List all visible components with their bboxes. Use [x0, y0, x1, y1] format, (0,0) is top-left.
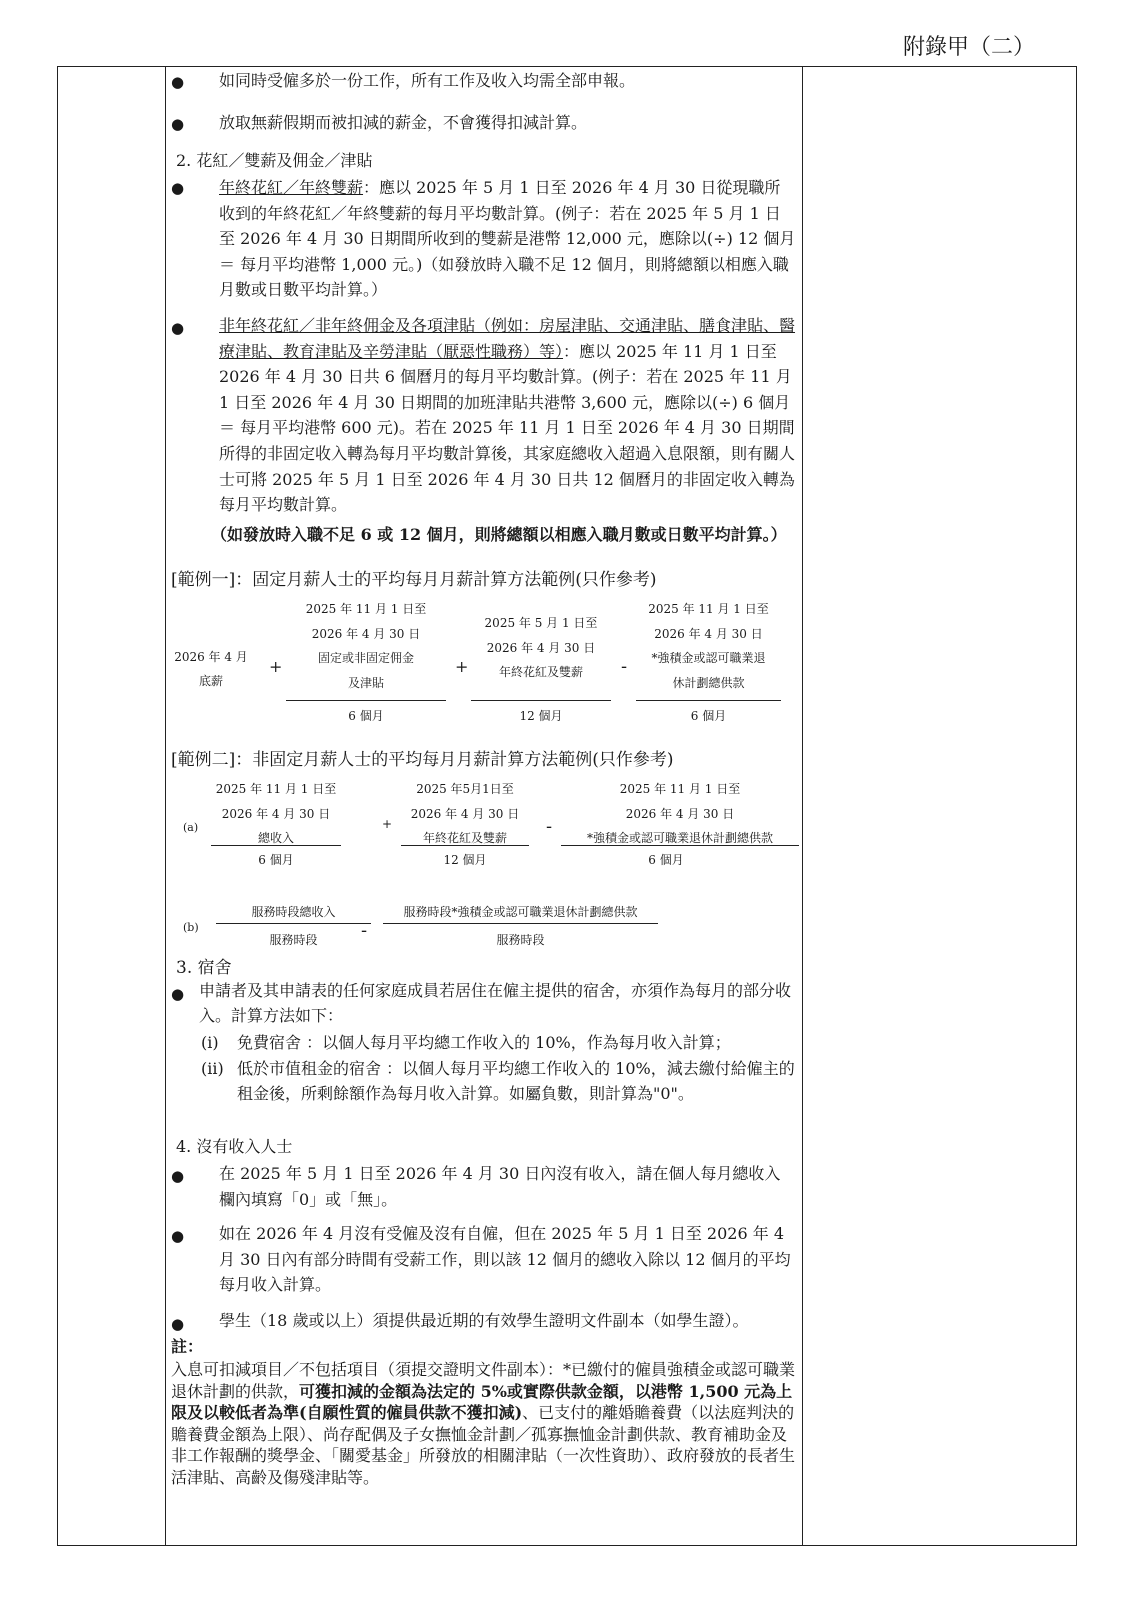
- example-1-title: [範例一]：固定月薪人士的平均每月月薪計算方法範例(只作參考): [171, 570, 657, 590]
- ex1-denominator-1: 6 個月: [348, 709, 384, 723]
- bullet-icon: ●: [171, 73, 185, 91]
- partial-employment-paragraph: 如在 2026 年 4 月沒有受僱及沒有自僱，但在 2025 年 5 月 1 日至 2026 年 4 月 30 日內有部分時間有受薪工作，則以該 12 個月的總收入除以 12 個月的平均每月收入計算。: [219, 1224, 791, 1295]
- dormitory-ii-label: (ii): [201, 1059, 224, 1078]
- ex1-t2-line: 2025 年 5 月 1 日至: [484, 616, 598, 630]
- column-divider-right: [802, 67, 803, 1545]
- ex1-t2-line: 年終花紅及雙薪: [498, 665, 583, 680]
- ex2-t2-line: 年終花紅及雙薪: [422, 831, 507, 846]
- note-title: 註：: [171, 1337, 204, 1356]
- ex1-t1-line: 及津貼: [347, 675, 384, 690]
- ex1-denominator-3: 6 個月: [690, 709, 727, 723]
- ex2-denominator-3: 6 個月: [648, 853, 684, 867]
- fraction-line: [401, 845, 529, 846]
- example-2-title: [範例二]：非固定月薪人士的平均每月月薪計算方法範例(只作參考): [171, 750, 674, 770]
- ex1-t1-line: 2025 年 11 月 1 日至: [305, 602, 427, 616]
- minus-sign: -: [546, 816, 553, 837]
- ex2-t3-line: *強積金或認可職業退休計劃總供款: [586, 831, 773, 846]
- note-paragraph: [171, 1359, 796, 1489]
- note-text-2: 、已支付的離婚贍養費（以法庭判決的贍養費金額為上限）、尚存配偶及子女撫恤金計劃／孤寡撫恤金計劃供款、教育補助金及非工作報酬的獎學金、「關愛基金」所發放的相關津貼（一次性資助）、政府發放的長者生活津貼、高齡及傷殘津貼等。: [171, 1403, 796, 1487]
- bullet-icon: ●: [171, 319, 185, 337]
- ex2-label-a: (a): [183, 821, 199, 834]
- ex2-t3-line: 2026 年 4 月 30 日: [625, 806, 735, 821]
- ex2-t1-line: 總收入: [257, 831, 294, 846]
- bullet-icon: ●: [171, 1315, 185, 1333]
- ex2-bonus-numerator: [401, 777, 529, 851]
- fraction-line: [471, 700, 611, 701]
- column-divider-left: [165, 67, 166, 1545]
- minus-sign: -: [361, 920, 368, 941]
- ex2-t3-line: 2025 年 11 月 1 日至: [619, 782, 741, 796]
- section-3-title: 3. 宿舍: [176, 958, 232, 978]
- student-proof-paragraph: 學生（18 歲或以上）須提供最近期的有效學生證明文件副本（如學生證）。: [219, 1311, 749, 1330]
- allowance-paragraph: [219, 313, 796, 518]
- note-text-1: 入息可扣減項目／不包括項目（須提交證明文件副本）：*已繳付的僱員強積金或認可職業退休計劃的供款，: [171, 1360, 796, 1401]
- allowance-text: ：應以 2025 年 11 月 1 日至 2026 年 4 月 30 日共 6 個曆月的每月平均數計算。(例子：若在 2025 年 11 月 1 日至 2026 年 4 月 30 日期間的加班津貼共港幣 3,600 元，應除以(÷) 6 個月 ＝ 每月平均港幣 600 元)。若在 2025 年 11 月 1 日至 2026 年 4 月 30 日期間所得的非固定收入轉為每月平均數計算後，其家庭總收入超過入息限額，則有關人士可將 2025 年 5 月 1 日至 2026 年 4 月 30 日共 12 個曆月的非固定收入轉為每月平均數計算。: [219, 341, 796, 515]
- year-end-bonus-text: ：應以 2025 年 5 月 1 日至 2026 年 4 月 30 日從現職所收到的年終花紅／年終雙薪的每月平均數計算。(例子：若在 2025 年 5 月 1 日至 2026 年 4 月 30 日期間所收到的雙薪是港幣 12,000 元，應除以(÷) 12 個月 ＝ 每月平均港幣 1,000 元。)（如發放時入職不足 12 個月，則將總額以相應入職月數或日數平均計算。）: [219, 178, 796, 300]
- fraction-line: [383, 923, 658, 924]
- ex1-t0-line: 底薪: [198, 674, 223, 688]
- ex1-mpf-numerator: [636, 597, 781, 695]
- section-4-title: 4. 沒有收入人士: [176, 1137, 293, 1156]
- bullet-icon: ●: [171, 985, 185, 1003]
- ex2-b-denominator-1: 服務時段: [269, 933, 318, 947]
- page-header: 附錄甲（二）: [902, 35, 1035, 60]
- section-2-title: 2. 花紅／雙薪及佣金／津貼: [176, 151, 373, 170]
- ex1-bonus-numerator: [471, 611, 611, 685]
- year-end-bonus-paragraph: [219, 175, 796, 303]
- ex2-income-numerator: [211, 777, 341, 851]
- minus-sign: -: [621, 656, 628, 677]
- ex2-t1-line: 2026 年 4 月 30 日: [221, 806, 331, 821]
- plus-sign: +: [455, 657, 469, 676]
- ex1-t0-line: 2026 年 4 月: [174, 650, 248, 664]
- allowance-heading: 非年終花紅／非年終佣金及各項津貼（例如：房屋津貼、交通津貼、膳食津貼、醫療津貼、教育津貼及辛勞津貼（厭惡性職務）等）: [219, 316, 796, 361]
- plus-sign: +: [382, 817, 393, 831]
- ex2-mpf-numerator: [561, 777, 799, 851]
- fraction-line: [561, 845, 799, 846]
- allowance-bold-note: （如發放時入職不足 6 或 12 個月，則將總額以相應入職月數或日數平均計算。）: [211, 525, 787, 544]
- ex1-commission-numerator: [286, 597, 446, 695]
- fraction-line: [286, 700, 446, 701]
- ex2-b-denominator-2: 服務時段: [496, 933, 545, 947]
- bullet-icon: ●: [171, 115, 185, 133]
- document-table: [57, 66, 1077, 1546]
- dormitory-i-label: (i): [201, 1033, 219, 1052]
- ex2-t2-line: 2025 年5月1日至: [416, 782, 514, 796]
- ex1-denominator-2: 12 個月: [519, 709, 563, 723]
- ex1-t3-line: *強積金或認可職業退: [651, 651, 766, 666]
- fraction-line: [211, 845, 341, 846]
- bullet-icon: ●: [171, 1227, 185, 1245]
- ex2-label-b: (b): [183, 921, 199, 934]
- ex1-t2-line: 2026 年 4 月 30 日: [486, 640, 596, 655]
- year-end-bonus-heading: 年終花紅／年終雙薪: [219, 178, 364, 197]
- unpaid-leave-note: 放取無薪假期而被扣減的薪金，不會獲得扣減計算。: [219, 113, 588, 132]
- ex1-t1-line: 固定或非固定佣金: [317, 651, 414, 666]
- ex2-b-numerator-1: 服務時段總收入: [251, 905, 336, 919]
- multiple-jobs-note: 如同時受僱多於一份工作，所有工作及收入均需全部申報。: [219, 71, 636, 90]
- ex1-t3-line: 2025 年 11 月 1 日至: [648, 602, 769, 616]
- ex1-t3-line: 休計劃總供款: [672, 675, 745, 690]
- ex2-t1-line: 2025 年 11 月 1 日至: [215, 782, 337, 796]
- dormitory-paragraph: 申請者及其申請表的任何家庭成員若居住在僱主提供的宿舍，亦須作為每月的部分收入。計算方法如下：: [199, 981, 792, 1025]
- ex1-basic-salary: [171, 645, 251, 693]
- fraction-line: [636, 700, 781, 701]
- ex2-denominator-1: 6 個月: [258, 853, 294, 867]
- note-bold-text: 可獲扣減的金額為法定的 5%或實際供款金額，以港幣 1,500 元為上限及以較低者為準(自願性質的僱員供款不獲扣減): [171, 1381, 793, 1423]
- bullet-icon: ●: [171, 1167, 185, 1185]
- bullet-icon: ●: [171, 179, 185, 197]
- plus-sign: +: [269, 657, 283, 676]
- dormitory-free-text: 免費宿舍 ：以個人每月平均總工作收入的 10%，作為每月收入計算；: [237, 1033, 731, 1052]
- ex2-denominator-2: 12 個月: [443, 853, 487, 867]
- fraction-line: [216, 923, 371, 924]
- dormitory-below-market-text: 低於市值租金的宿舍 ：以個人每月平均總工作收入的 10%，減去繳付給僱主的租金後，所剩餘額作為每月收入計算。如屬負數，則計算為"0"。: [237, 1059, 795, 1103]
- ex2-t2-line: 2026 年 4 月 30 日: [410, 806, 520, 821]
- ex2-b-numerator-2: 服務時段*強積金或認可職業退休計劃總供款: [403, 905, 638, 919]
- ex1-t1-line: 2026 年 4 月 30 日: [311, 626, 421, 641]
- ex1-t3-line: 2026 年 4 月 30 日: [654, 626, 763, 641]
- no-income-paragraph: 在 2025 年 5 月 1 日至 2026 年 4 月 30 日內沒有收入，請在個人每月總收入欄內填寫「0」或「無」。: [219, 1164, 781, 1209]
